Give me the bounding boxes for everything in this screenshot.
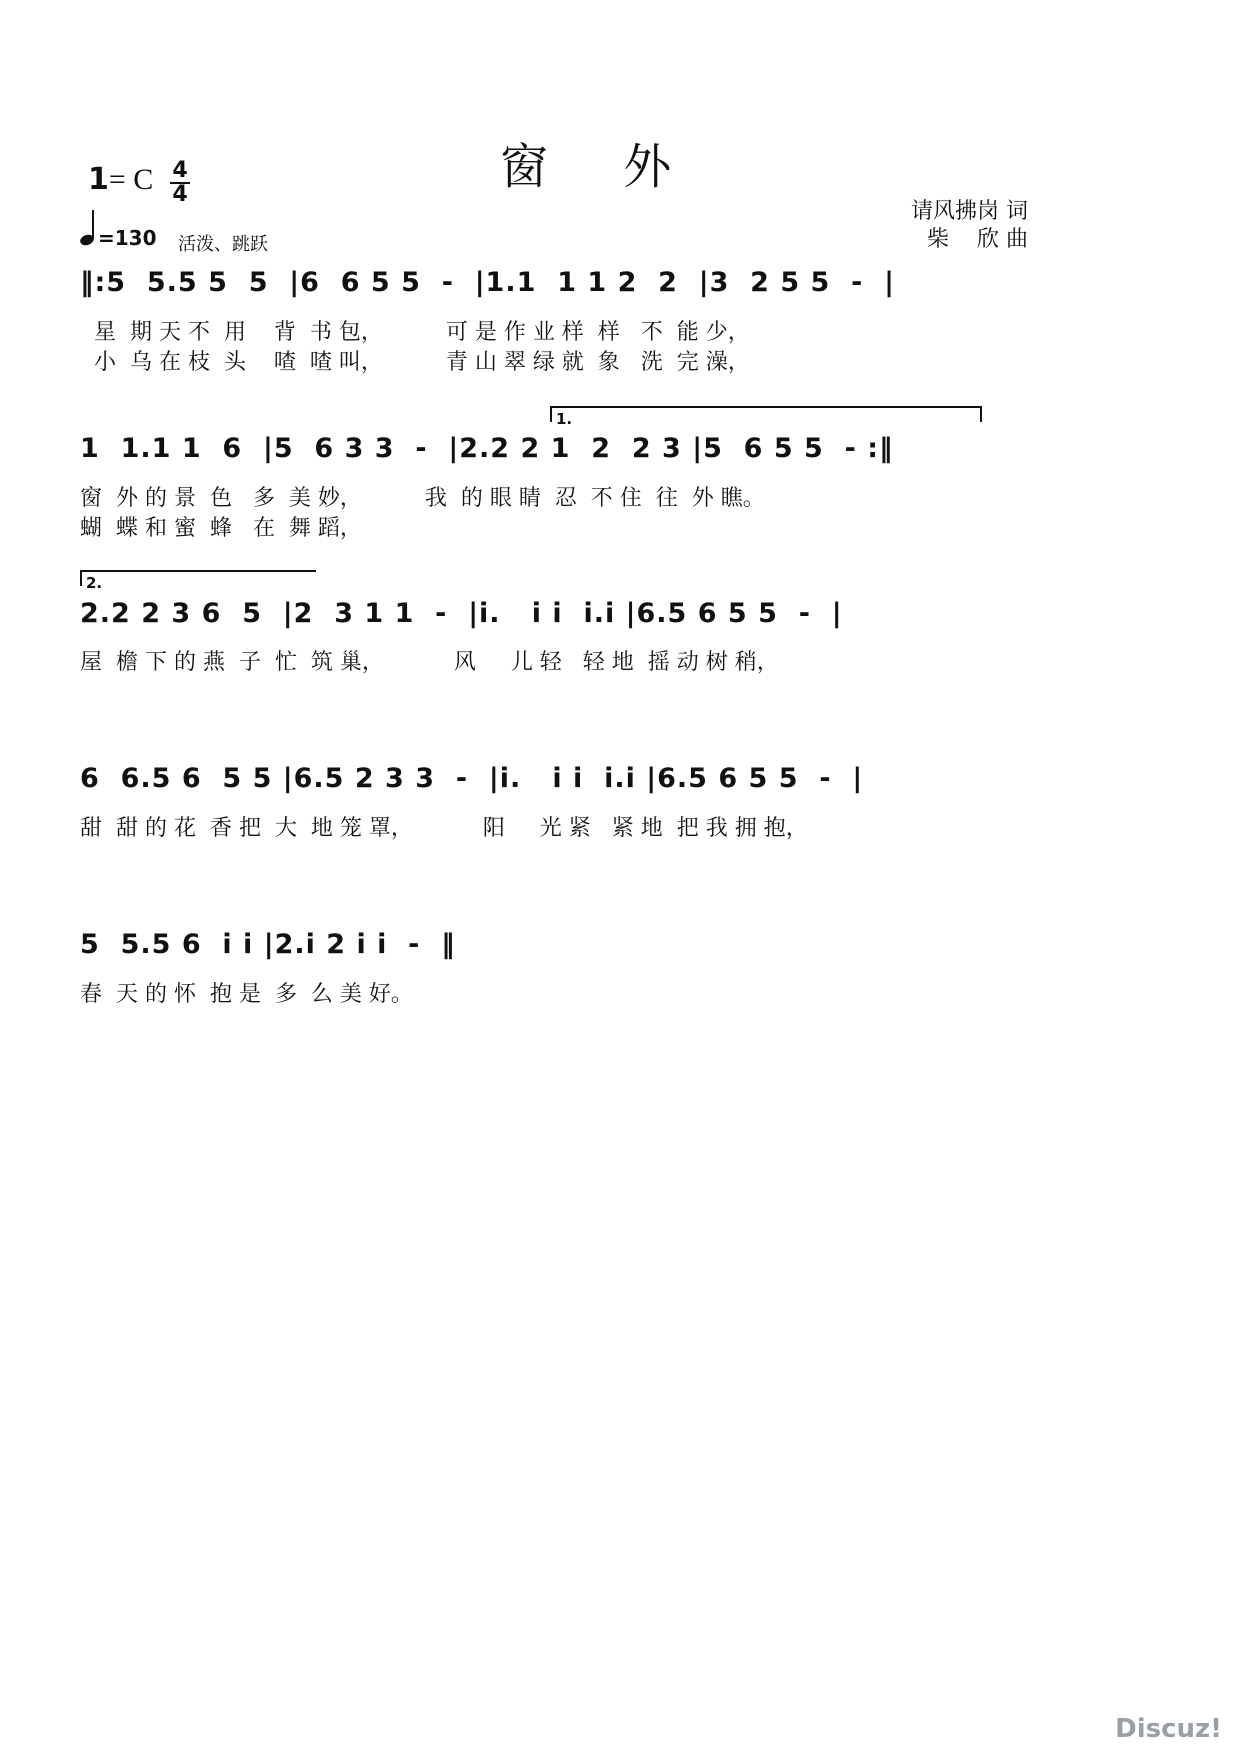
- notation-line-1: ‖:5 5.5 5 5 |6 6 5 5 - |1.1 1 1 2 2 |3 2 5 5 - |: [80, 267, 896, 298]
- lyric-line-2-verse-2: 蝴 蝶 和 蜜 蜂 在 舞 蹈，: [80, 516, 362, 541]
- style-marking: 活泼、跳跃: [178, 234, 268, 255]
- time-signature: [170, 160, 190, 206]
- watermark-logo: Discuz!: [1115, 1714, 1222, 1744]
- notation-line-5: 5 5.5 6 i i |2.i 2 i i - ‖: [80, 929, 456, 960]
- time-signature-bottom: 4: [172, 182, 188, 207]
- volta-first-ending: [550, 406, 982, 428]
- key-signature: [88, 162, 153, 197]
- quarter-note-icon: [76, 208, 98, 248]
- key-equals: = C: [108, 163, 154, 196]
- lyric-line-3: 屋 檐 下 的 燕 子 忙 筑 巢， 风 儿 轻 轻 地 摇 动 树 稍，: [80, 650, 779, 675]
- notation-line-2: 1 1.1 1 6 |5 6 3 3 - |2.2 2 1 2 2 3 |5 6 5 5 - :‖: [80, 433, 894, 464]
- lyric-line-1-verse-1: 星 期 天 不 用 背 书 包， 可 是 作 业 样 样 不 能 少，: [80, 320, 750, 345]
- lyric-line-2-verse-1: 窗 外 的 景 色 多 美 妙， 我 的 眼 睛 忍 不 住 往 外 瞧。: [80, 486, 765, 511]
- notation-line-3: 2.2 2 3 6 5 |2 3 1 1 - |i. i i i.i |6.5 6 5 5 - |: [80, 598, 843, 629]
- lyric-line-1-verse-2: 小 乌 在 枝 头 喳 喳 叫， 青 山 翠 绿 就 象 洗 完 澡，: [80, 350, 750, 375]
- lyricist-credit: 请风拂岗 词: [911, 199, 1028, 224]
- notation-line-4: 6 6.5 6 5 5 |6.5 2 3 3 - |i. i i i.i |6.5 6 5 5 - |: [80, 763, 864, 794]
- page-title: 窗 外: [500, 139, 702, 195]
- key-tonic: 1: [88, 162, 109, 197]
- tempo-value: =130: [98, 226, 157, 250]
- time-signature-top: 4: [172, 158, 188, 183]
- volta-second-ending: [80, 570, 316, 592]
- composer-credit: 柴 欣 曲: [927, 227, 1028, 252]
- lyric-line-5: 春 天 的 怀 抱 是 多 么 美 好。: [80, 982, 413, 1007]
- lyric-line-4: 甜 甜 的 花 香 把 大 地 笼 罩， 阳 光 紧 紧 地 把 我 拥 抱，: [80, 816, 808, 841]
- volta-first-label: 1.: [556, 410, 573, 428]
- volta-second-label: 2.: [86, 574, 103, 592]
